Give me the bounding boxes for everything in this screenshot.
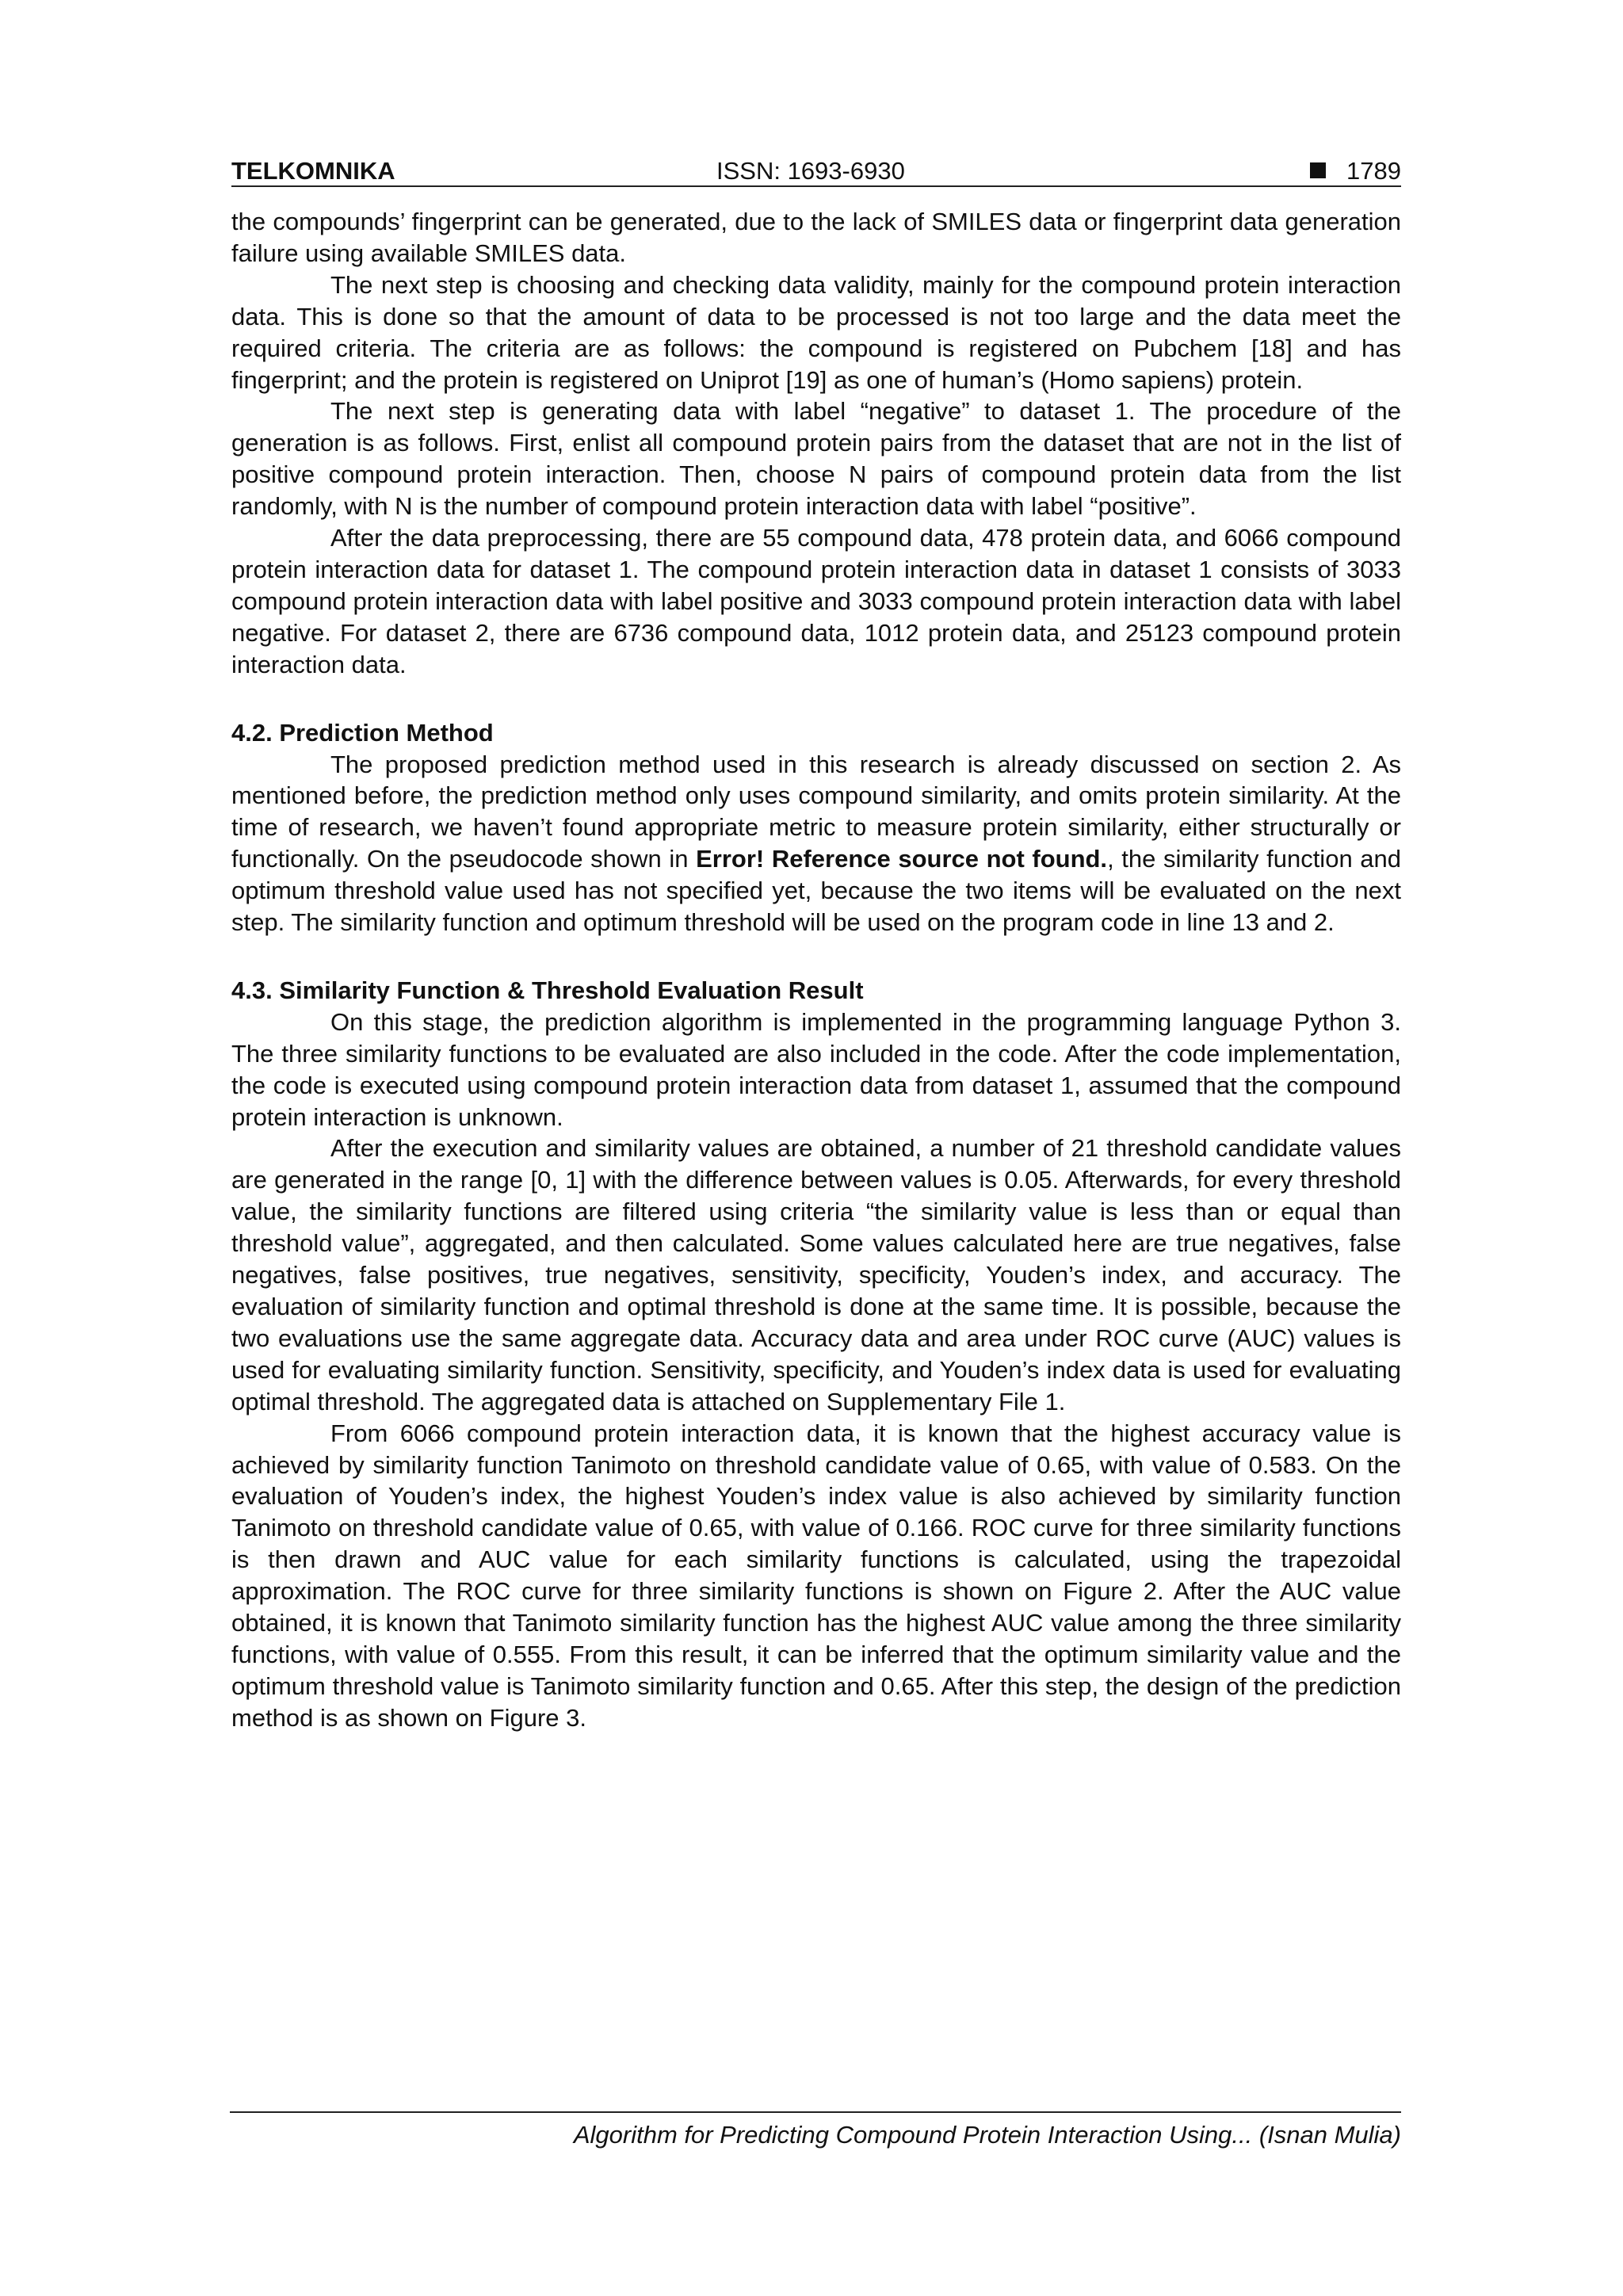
- paragraph-preprocess: After the data preprocessing, there are 55 compound data, 478 protein data, and 6066 compound protein interaction data for dataset 1. The compound protein interaction data in dataset 1 consists of 3033 compound protein interaction data with label positive and 3033 compound protein interaction data with label negative. For dataset 2, there are 6736 compound data, 1012 protein data, and 25123 compound protein interaction data.: [231, 524, 1401, 678]
- paragraph-prediction-method: [231, 749, 1401, 938]
- square-bullet-icon: [1310, 162, 1326, 178]
- section-heading-evaluation-result: 4.3. Similarity Function & Threshold Evaluation Result: [231, 976, 864, 1004]
- footer-title: Algorithm for Predicting Compound Protein Interaction Using... (Isnan Mulia): [573, 2121, 1401, 2149]
- page-number-group: [1310, 157, 1401, 185]
- page-number: 1789: [1346, 157, 1401, 185]
- section-heading-prediction-method: 4.2. Prediction Method: [231, 718, 494, 747]
- paragraph-continued: the compounds’ fingerprint can be generated, due to the lack of SMILES data or fingerprint data generation failure using available SMILES data.: [231, 208, 1401, 267]
- page-header: [231, 151, 1401, 187]
- text-run: , the similarity function and optimum threshold value used has not specified yet, because the two items will be evaluated on the next step. The similarity function and optimum threshold will be used on the program code in line 13 and 2.: [231, 845, 1401, 937]
- paragraph-threshold: After the execution and similarity values are obtained, a number of 21 threshold candidate values are generated in the range [0, 1] with the difference between values is 0.05. Afterwards, for every threshold value, the similarity functions are filtered using criteria “the similarity value is less than or equal than threshold value”, aggregated, and then calculated. Some values calculated here are true negatives, false negatives, false positives, true negatives, sensitivity, specificity, Youden’s index, and accuracy. The evaluation of similarity function and optimal threshold is done at the same time. It is possible, because the two evaluations use the same aggregate data. Accuracy data and area under ROC curve (AUC) values is used for evaluating similarity function. Sensitivity, specificity, and Youden’s index data is used for evaluating optimal threshold. The aggregated data is attached on Supplementary File 1.: [231, 1134, 1401, 1415]
- article-body: [231, 206, 1401, 1734]
- reference-error-text: Error! Reference source not found.: [696, 845, 1108, 873]
- text-run: The proposed prediction method used in this research is already discussed on section 2. As mentioned before, the prediction method only uses compound similarity, and omits protein similarity. At the time of research, we haven’t found appropriate metric to measure protein similarity, either structurally or functionally. On the pseudocode shown in: [231, 750, 1401, 873]
- paragraph-results: From 6066 compound protein interaction data, it is known that the highest accuracy value is achieved by similarity function Tanimoto on threshold candidate value of 0.65, with value of 0.583. On the evaluation of Youden’s index, the highest Youden’s index value is also achieved by similarity function Tanimoto on threshold candidate value of 0.65, with value of 0.166. ROC curve for three similarity functions is then drawn and AUC value for each similarity functions is calculated, using the trapezoidal approximation. The ROC curve for three similarity functions is shown on Figure 2. After the AUC value obtained, it is known that Tanimoto similarity function has the highest AUC value among the three similarity functions, with value of 0.555. From this result, it can be inferred that the optimum similarity value and the optimum threshold value is Tanimoto similarity function and 0.65. After this step, the design of the prediction method is as shown on Figure 3.: [231, 1419, 1401, 1732]
- issn: ISSN: 1693-6930: [716, 157, 905, 185]
- paragraph-negative: The next step is generating data with label “negative” to dataset 1. The procedure of the generation is as follows. First, enlist all compound protein pairs from the dataset that are not in the list of positive compound protein interaction. Then, choose N pairs of compound protein data from the list randomly, with N is the number of compound protein interaction data with label “positive”.: [231, 397, 1401, 521]
- page: [231, 151, 1401, 1734]
- journal-name: TELKOMNIKA: [231, 157, 395, 185]
- page-footer: [230, 2111, 1401, 2149]
- paragraph-validity: The next step is choosing and checking data validity, mainly for the compound protein interaction data. This is done so that the amount of data to be processed is not too large and the data meet the required criteria. The criteria are as follows: the compound is registered on Pubchem [18] and has fingerprint; and the protein is registered on Uniprot [19] as one of human’s (Homo sapiens) protein.: [231, 270, 1401, 394]
- paragraph-stage: On this stage, the prediction algorithm is implemented in the programming language Python 3. The three similarity functions to be evaluated are also included in the code. After the code implementation, the code is executed using compound protein interaction data from dataset 1, assumed that the compound protein interaction is unknown.: [231, 1007, 1401, 1131]
